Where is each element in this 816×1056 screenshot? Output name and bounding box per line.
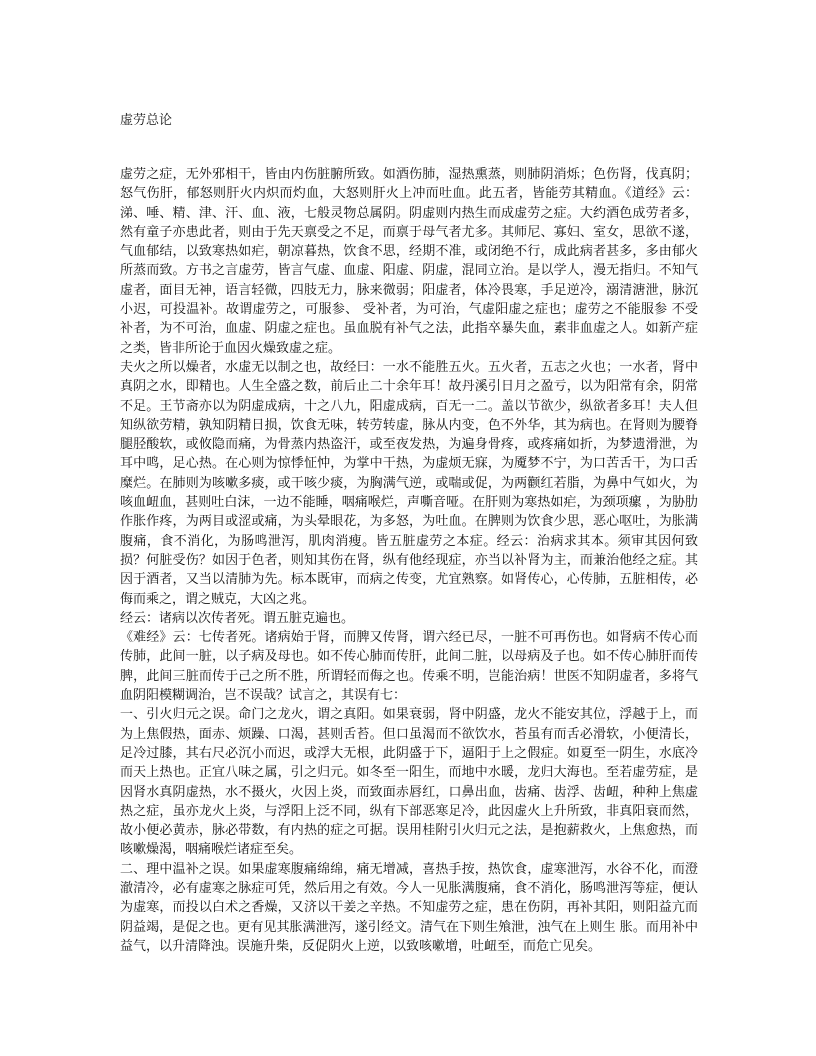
document-title: 虚劳总论 bbox=[120, 113, 173, 128]
paragraph-error-two: 二、理中温补之误。如果虚寒腹痛绵绵，痛无增减，喜热手按，热饮食，虚寒泄泻，水谷不化，而澄澈清冷，必有虚寒之脉症可凭，然后用之有效。今人一见胀满腹痛，食不消化，肠鸣泄泻等症，便认为虚寒，而投以白术之香燥，又济以干姜之辛热。不知虚劳之症，患在伤阴，再补其阳，则阳益亢而阴益竭，是促之也。更有见其胀满泄泻，遂引经文。清气在下则生飧泄，浊气在上则生 胀。而用补中益气，以升清降浊。误施升柴，反促阴火上逆，以致咳嗽增，吐衄至，而危亡见矣。 bbox=[120, 861, 698, 954]
paragraph-fire-water: 夫火之所以燥者，水虚无以制之也，故经曰：一水不能胜五火。五火者，五志之火也；一水者，肾中真阴之水，即精也。人生全盛之数，前后止二十余年耳！故丹溪引日月之盈亏，以为阳常有余，阴常不足。王节斋亦以为阴虚成病，十之八九，阳虚成病，百无一二。盖以节欲少，纵欲者多耳！夫人但知纵欲劳精，孰知阴精日损，饮食无味，转劳转虚，脉从内变，色不外华，其为病也。在肾则为腰脊腿胫酸软，或攸隐而痛，为骨蒸内热盗汗，或至夜发热，为遍身骨疼，或疼痛如折，为梦遗滑泄，为耳中鸣，足心热。在心则为惊悸怔忡，为掌中干热，为虚烦无寐，为魇梦不宁，为口苦舌干，为口舌糜烂。在肺则为咳嗽多痰，或干咳少痰，为胸满气逆，或喘或促，为两颧红若脂，为鼻中气如火，为咳血衄血，甚则吐白沫，一边不能睡，咽痛喉烂，声嘶音哑。在肝则为寒热如疟，为颈项瘰 ，为胁肋作胀作疼，为两目或涩或痛，为头晕眼花，为多怒，为吐血。在脾则为饮食少思，恶心呕吐，为胀满腹痛，食不消化，为肠鸣泄泻，肌肉消瘦。皆五脏虚劳之本症。经云：治病求其本。须审其因何致损？何脏受伤？如因于色者，则知其伤在肾，纵有他经现症，亦当以补肾为主，而兼治他经之症。其因于酒者，又当以清肺为先。标本既审，而病之传变，尤宜熟察。如肾传心，心传肺，五脏相传，必侮而乘之，谓之贼克，大凶之兆。 bbox=[120, 359, 698, 607]
paragraph-etiology: 虚劳之症，无外邪相干，皆由内伤脏腑所致。如酒伤肺，湿热熏蒸，则肺阴消烁；色伤肾，伐真阴；怒气伤肝，郁怒则肝火内炽而灼血，大怒则肝火上冲而吐血。此五者，皆能劳其精血。《道经》云：涕、唾、精、津、汗、血、液，七般灵物总属阴。阴虚则内热生而成虚劳之症。大约酒色成劳者多，然有童子亦患此者，则由于先天禀受之不足，而禀于母气者尤多。其师尼、寡妇、室女，思欲不遂，气血郁结，以致寒热如疟，朝凉暮热，饮食不思，经期不准，或闭绝不行，成此病者甚多，多由郁火所蒸而致。方书之言虚劳，皆言气虚、血虚、阳虚、阴虚，混同立治。是以学人，漫无指归。不知气虚者，面目无神，语言轻微，四肢无力，脉来微弱；阳虚者，体冷畏寒，手足逆冷，溺清溏泄，脉沉小迟，可投温补。故谓虚劳之，可服参、 受补者，为可治，气虚阳虚之症也；虚劳之不能服参 不受补者，为不可治，血虚、阴虚之症也。虽血脱有补气之法，此指卒暴失血，素非血虚之人。如新产症之类，皆非所论于血因火燥致虚之症。 bbox=[120, 167, 698, 356]
paragraph-error-one: 一、引火归元之误。命门之龙火，谓之真阳。如果衰弱，肾中阴盛，龙火不能安其位，浮越于上，而为上焦假热，面赤、烦躁、口渴，甚则舌苔。但口虽渴而不欲饮水，苔虽有而舌必滑软，小便清长，足冷过膝，其右尺必沉小而迟，或浮大无根，此阴盛于下，逼阳于上之假症。如夏至一阴生，水底冷而天上热也。正宜八味之属，引之归元。如冬至一阳生，而地中水暖，龙归大海也。至若虚劳症，是因肾水真阴虚热，水不摄火，火因上炎，而致面赤唇红，口鼻出血，齿痛、齿浮、齿衄，种种上焦虚热之症，虽亦龙火上炎，与浮阳上泛不同，纵有下部恶寒足冷，此因虚火上升所致，非真阳衰而然，故小便必黄赤，脉必带数，有内热的症之可据。误用桂附引火归元之法，是抱薪救火，上焦愈热，而咳嗽燥渴，咽痛喉烂诸症至矣。 bbox=[120, 707, 698, 858]
paragraph-classic-quote: 经云：诸病以次传者死。谓五脏克遍也。 bbox=[120, 610, 355, 626]
paragraph-nanjing: 《难经》云：七传者死。诸病始于肾，而脾又传肾，谓六经已尽，一脏不可再伤也。如肾病不传心而传肺，此间一脏，以子病及母也。如不传心肺而传肝，此间二脏，以母病及子也。如不传心肺肝而传脾，此间三脏而传于己之所不胜，所谓轻而侮之也。传乘不明，岂能治病！世医不知阴虚者，多将气血阴阳模糊调治，岂不误哉？试言之，其误有七： bbox=[120, 630, 698, 704]
document-body bbox=[120, 165, 698, 956]
